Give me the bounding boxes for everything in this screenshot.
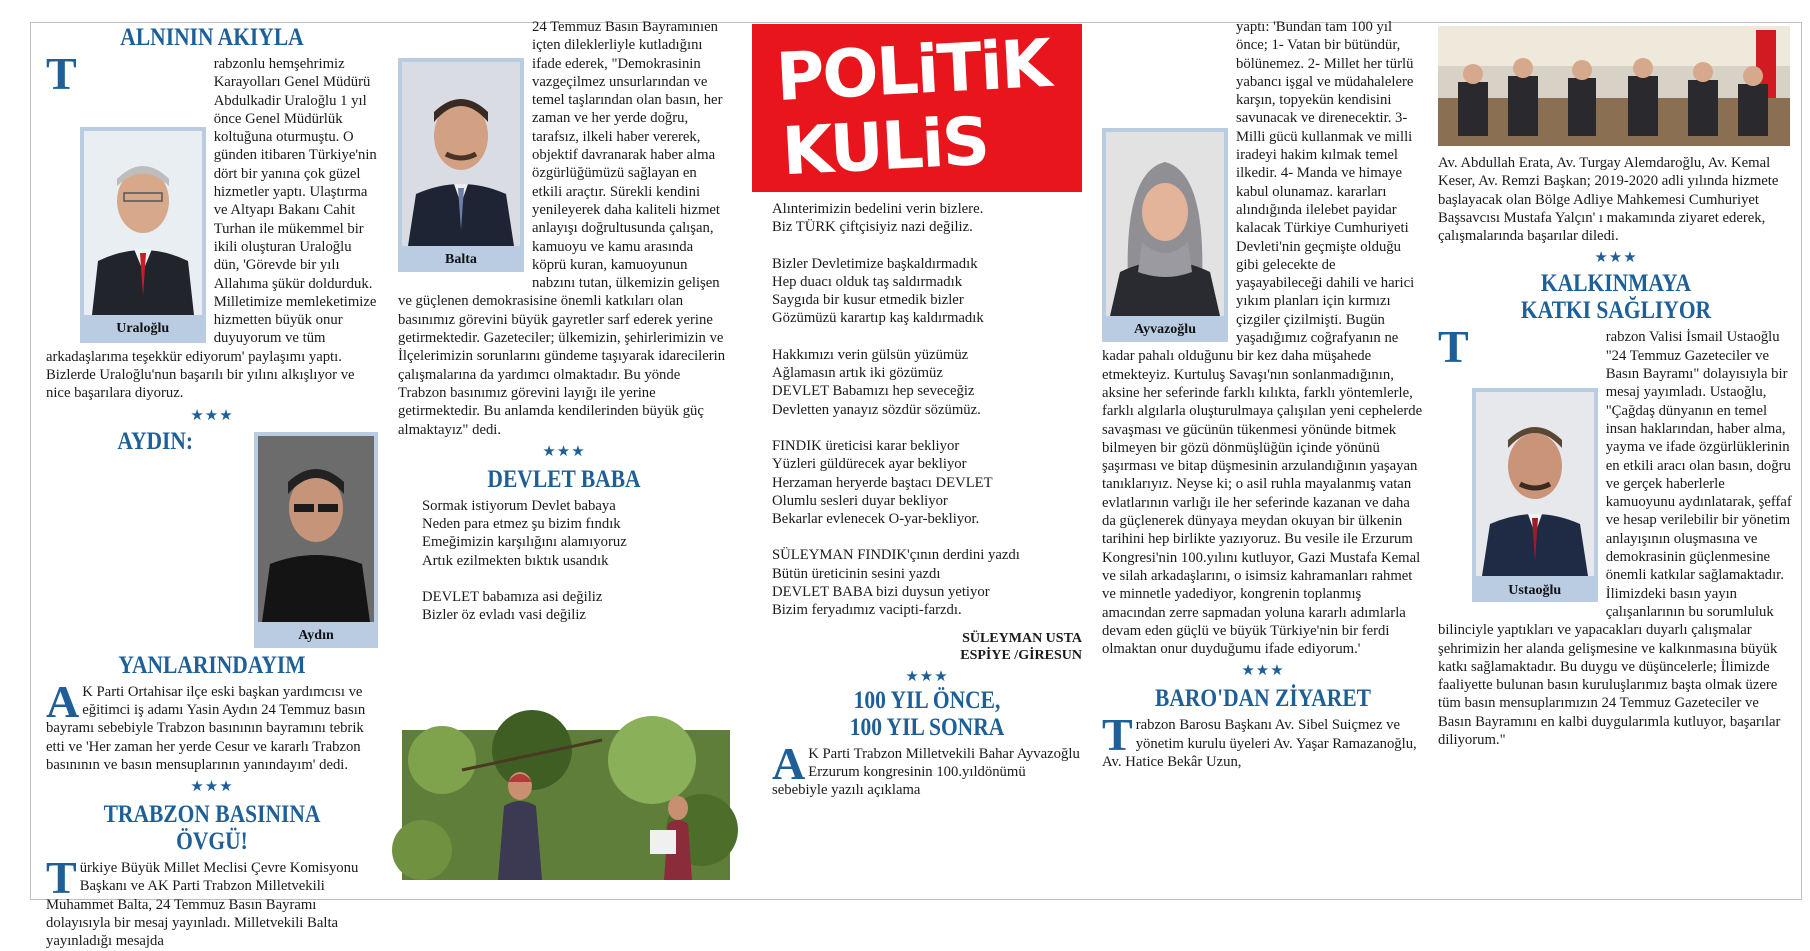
headline-aydin — [69, 428, 355, 455]
article-text: ürkiye Büyük Millet Meclisi Çevre Komisyonu Başkanı ve AK Parti Trabzon Milletvekili Muhammet Balta, 24 Temmuz Basın Bayramı dolayısıyla bir mesaj yayınladı. Milletvekili Balta yayınladığı mesajda — [46, 860, 359, 950]
article-text: yaptı: 'Bundan tam 100 yıl önce; 1- Vatan bir bütündür, bölünemez. 2- Millet her türlü yabancı işgal ve müdahalelere karşın, topyekün kendisini savunacak ve direnecektir. 3- Milli gücü kullanmak ve milli iradeyi hakim kılmak temel ilkedir. 4- Manda ve himaye kabul olunamaz. kararları alındığında ilelebet payidar kalacak Türkiye Cumhuriyeti Devleti'nin geçmişte olduğu gibi gelecekte de yaşayabileceği dahili ve harici yıkım planları için kırmızı çizgiler çizilmişti. Bugün yaşadığımız coğrafyanın ne kadar pahalı olduğunu bir kez daha müşahede etmekteyiz. Kurtuluş Savaşı'nın sonlanmadığının, aksine her seferinde farklı kılıkta, farklı yöntemlerle, farklı algılarla oluşturulmaya çalışılan yeni cephelerde savaşması ve gücünün tükenmesi yönünde bitmek bilmeyen bir gözü dönmüşlüğün içinde yönünü şaşırması ve bitap düşmesinin arzulandığının yaşayan tanıklarıyız. Neyse ki; o asil ruhla mayalanmış vatan evlatlarının varlığı ile her seferinde kazanan ve daha da güçlenerek dünyaya meydan okuyan bir ülkenin tarihini hep birlikte yazıyoruz. Bu vesile ile Erzurum Kongresi'nin 100.yılını kutluyor, Gazi Mustafa Kemal ve silah arkadaşlarını, o isimsiz kahramanları rahmet ve minnetle yadediyor, kongrenin toplanmış amacından zerre sapmadan yoluna kararlı adımlarla devam eden güçlü ve büyük Türkiye'nin bir ferdi olmaktan onur duyduğumu ifade ediyorum.' — [1102, 19, 1423, 658]
poem-line: FINDIK üreticisi karar bekliyor — [772, 437, 960, 454]
article-text: K Parti Ortahisar ilçe eski başkan yardımcısı ve eğitimci iş adamı Yasin Aydın 24 Temmuz basın bayramı sebebiyle Trabzon basınının bayramını tebrik etti ve 'Her zaman her yerde Cesur ve kararlı Trabzon basınının ve basın mensuplarının yanındayım' dedi. — [46, 683, 366, 773]
poem-line: Artık ezilmekten bıktık usandık — [422, 552, 609, 569]
poem-line: Neden para etmez şu bizim fındık — [422, 516, 621, 533]
article-baro-end: Av. Abdullah Erata, Av. Turgay Alemdaroğlu, Av. Kemal Keser, Av. Remzi Başkan; 2019-2020 adli yılında hizmete başlayacak olan Bölge Adliye Mahkemesi Cumhuriyet Başsavcısı Mustafa Yalçın' ı makamında ziyaret ederek, çalışmalarında başarılar diledi. — [1438, 155, 1779, 245]
signature-place: ESPİYE /GİRESUN — [960, 647, 1082, 663]
poem-line: DEVLET babamıza asi değiliz — [422, 589, 603, 606]
drop-cap: T — [1438, 321, 1469, 373]
poem-line: Biz TÜRK çiftçisiyiz nazi değiliz. — [772, 219, 973, 236]
portrait-balta — [402, 62, 520, 246]
poem-line: SÜLEYMAN FINDIK'çının derdini yazdı — [772, 547, 1020, 564]
article-text: rabzon Valisi İsmail Ustaoğlu "24 Temmuz Gazeteciler ve Basın Bayramı" dolayısıyla bir mesaj yayımladı. Ustaoğlu, "Çağdaş dünyanın en temel insan haklarından, haber alma, yayma ve ifade özgürlüklerinin en etkili aracı olan basın, doğru ve gerçek haberlerle kamuoyunu aydınlatarak, şeffaf ve hesap verilebilir bir yönetim anlayışının oluşmasına ve demokrasinin güçlenmesine önemli katkılar sağlamaktadır. İlimizdeki basın yayın çalışanlarının bu sorumluluk bilinciyle yaptıkları ve yapacakları duyarlı çalışmalar şehrimizin her alanda gelişmesine ve kalkınmasına büyük katkı sağlamaktadır. Bu duygu ve düşüncelerle; İlimizde faaliyette bulunan basın kuruluşlarımız başta olmak üzere tüm basın mensuplarımızın 24 Temmuz Gazeteciler ve Basın Bayramını en kalbi duygularımla kutluyor, başarılar diliyorum." — [1438, 329, 1792, 749]
poem-line: DEVLET Babamızı hep seveceğiz — [772, 383, 975, 400]
headline-line: AYDIN: — [117, 427, 194, 455]
photo-hazelnut-harvest — [402, 730, 730, 880]
article-ustaoglu — [1438, 321, 1794, 749]
poem-line: Hakkımızı verin gülsün yüzümüz — [772, 346, 969, 363]
photo-baro-visit — [1438, 26, 1790, 146]
article-text: K Parti Trabzon Milletvekili Bahar Ayvazoğlu Erzurum kongresinin 100.yıldönümü sebebiyle yazılı açıklama — [772, 745, 1080, 799]
separator-stars: ★★★ — [1594, 249, 1638, 267]
article-text: rabzon Barosu Başkanı Av. Sibel Suiçmez ve yönetim kurulu üyeleri Av. Yaşar Ramazanoğlu, Av. Hatice Bekâr Uzun, — [1102, 717, 1417, 770]
separator-stars: ★★★ — [905, 667, 949, 685]
poem-line: Herzaman heryerde baştacı DEVLET — [772, 474, 993, 491]
headline-100-yil-sonra: 100 YIL SONRA — [849, 713, 1005, 741]
logo-line-1: POLiTiK — [774, 24, 1052, 117]
poem-line: DEVLET BABA bizi duysun yetiyor — [772, 584, 990, 601]
poem-line: Saygıda bir kusur etmedik bizler — [772, 292, 964, 309]
headline-devlet-baba: DEVLET BABA — [487, 465, 641, 493]
poem-line — [772, 237, 1082, 255]
drop-cap: A — [772, 737, 806, 789]
baro-visit-image — [1438, 26, 1790, 146]
article-uraloglu — [46, 48, 378, 403]
photo-ustaoglu — [1472, 388, 1598, 602]
separator-stars: ★★★ — [190, 406, 234, 424]
poem-line: Bizler Devletimize başkaldırmadık — [772, 255, 978, 272]
article-balta-start — [46, 852, 378, 950]
photo-caption: Aydın — [298, 627, 334, 643]
separator-stars: ★★★ — [190, 778, 234, 796]
photo-uraloglu — [80, 127, 206, 343]
column-3 — [772, 200, 1082, 888]
headline-line: YANLARINDAYIM — [118, 651, 306, 679]
poem-line: Ağlamasın artık iki gözümüz — [772, 365, 943, 382]
photo-balta — [398, 58, 524, 272]
article-aydin — [46, 675, 378, 774]
poem-line — [422, 570, 730, 588]
photo-caption: Balta — [445, 252, 477, 267]
poem-line: Bizler öz evladı vasi değiliz — [422, 607, 586, 624]
photo-caption: Ustaoğlu — [1508, 582, 1562, 598]
poem-line: Hep duacı olduk taş saldırmadık — [772, 273, 963, 290]
drop-cap: T — [1102, 709, 1133, 761]
harvest-image — [402, 730, 730, 880]
poem-line — [772, 328, 1082, 346]
headline-katki-sagliyor: KATKI SAĞLIYOR — [1520, 297, 1712, 325]
article-ayvazoglu-start — [772, 737, 1082, 800]
headline-alninin-akiyla: ALNININ AKIYLA — [120, 24, 304, 51]
drop-cap: A — [46, 675, 80, 727]
article-baro-start — [1102, 709, 1424, 771]
headline-100-yil-once: 100 YIL ÖNCE, — [853, 686, 1001, 714]
poem-line: Bekarlar evlenecek O-yar-bekliyor. — [772, 511, 980, 528]
photo-caption: Uraloğlu — [116, 321, 170, 337]
poem-line — [772, 419, 1082, 437]
poem-line — [772, 528, 1082, 546]
poem-line: Bütün üreticinin sesini yazdı — [772, 565, 941, 582]
headline-kalkinmaya: KALKINMAYA — [1540, 270, 1692, 298]
column-2 — [398, 18, 730, 888]
poem-line: Alınterimizin bedelini verin bizlere. — [772, 201, 984, 217]
poem-line: Devletten yanayız sözdür sözümüz. — [772, 401, 981, 418]
poem-line: Gözümüzü karartıp kaş kaldırmadık — [772, 310, 984, 327]
headline-yanlarindayim — [69, 457, 355, 679]
photo-ayvazoglu — [1102, 128, 1228, 342]
column-5 — [1438, 18, 1794, 888]
headline-trabzon-basinina-ovgu: TRABZON BASININA ÖVGÜ! — [103, 801, 321, 856]
signature-name: SÜLEYMAN USTA — [962, 630, 1082, 646]
separator-stars: ★★★ — [542, 442, 586, 460]
poem-findik — [772, 200, 1082, 620]
article-balta: 24 Temmuz Basın Bayramınıen içten dileklerliyle kutladığını ifade ederek, "Demokrasinin vazgeçilmez unsurlarından ve temel taşlarından olan basın, her zaman ve her yerde doğru, tarafsız, ilkeli haber vererek, objektif davranarak haber alma özgürlüğümüzü sağlayan en etkili araçtır. Sürekli kendini yenileyerek daha kaliteli hizmet anlayışı doğrultusunda çalışan, kamuoyu ve kamu arasında köprü kuran, kamuoyunun nabzını tutan, ülkemizin gelişen ve güçlenen demokrasisine önemli katkıları olan basınımız görevini büyük gayretler sarf ederek yerine getirmektedir. Gazeteciler; ülkemizin, şehirlerimizin ve İlçelerimizin sorunlarını gündeme taşıyarak idarecilerin çalışmalarına da yardımcı olmaktadır. Bu yönde Trabzon basınımız görevini layığı ile yerine getirmektedir. Bu anlamda kendilerinden büyük güç almaktayız" dedi. — [398, 19, 726, 438]
headline-barodan-ziyaret: BARO'DAN ZİYARET — [1154, 685, 1372, 713]
column-1 — [46, 18, 378, 950]
poem-line: Yüzleri güldürecek ayar bekliyor — [772, 456, 967, 473]
drop-cap: T — [46, 48, 77, 99]
article-text: rabzonlu hemşehrimiz Karayolları Genel Müdürü Abdulkadir Uraloğlu 1 yıl önce Genel Müdürlük koltuğuna oturmuştu. O günden itibaren Türkiye'nin dört bir yanına çok güzel hizmetler yaptı. Ulaştırma ve Altyapı Bakanı Cahit Turhan ile mükemmel bir ikili oluşturan Uraloğlu dün, 'Görevde bir yılı Allahıma şükür doldurduk. Milletimize memleketimize hizmetten büyük onur duyuyorum ve tüm arkadaşlarıma teşekkür ediyorum' paylaşımı yaptı. Bizlerde Uraloğlu'nun başarılı bir yılını alkışlıyor ve nice başarılara diyoruz. — [46, 56, 377, 402]
portrait-uraloglu — [84, 131, 202, 315]
poem-line: Bizim feryadımız vacipti-farzdı. — [772, 602, 962, 619]
poem-devlet-baba — [398, 497, 730, 625]
politik-kulis-logo — [752, 24, 1082, 192]
poem-line: Sormak istiyorum Devlet babaya — [422, 497, 616, 514]
drop-cap: T — [46, 852, 77, 904]
poem-signature — [772, 630, 1082, 664]
article-ayvazoglu — [1102, 18, 1424, 658]
column-4 — [1102, 18, 1424, 888]
logo-line-2: KULiS — [780, 102, 990, 191]
photo-caption: Ayvazoğlu — [1134, 322, 1196, 338]
portrait-ayvazoglu — [1106, 132, 1224, 316]
poem-line: Olumlu sesleri duyar bekliyor — [772, 492, 948, 509]
poem-line: Emeğimizin karşılığını alamıyoruz — [422, 534, 627, 551]
separator-stars: ★★★ — [1241, 662, 1285, 680]
portrait-ustaoglu — [1476, 392, 1594, 576]
